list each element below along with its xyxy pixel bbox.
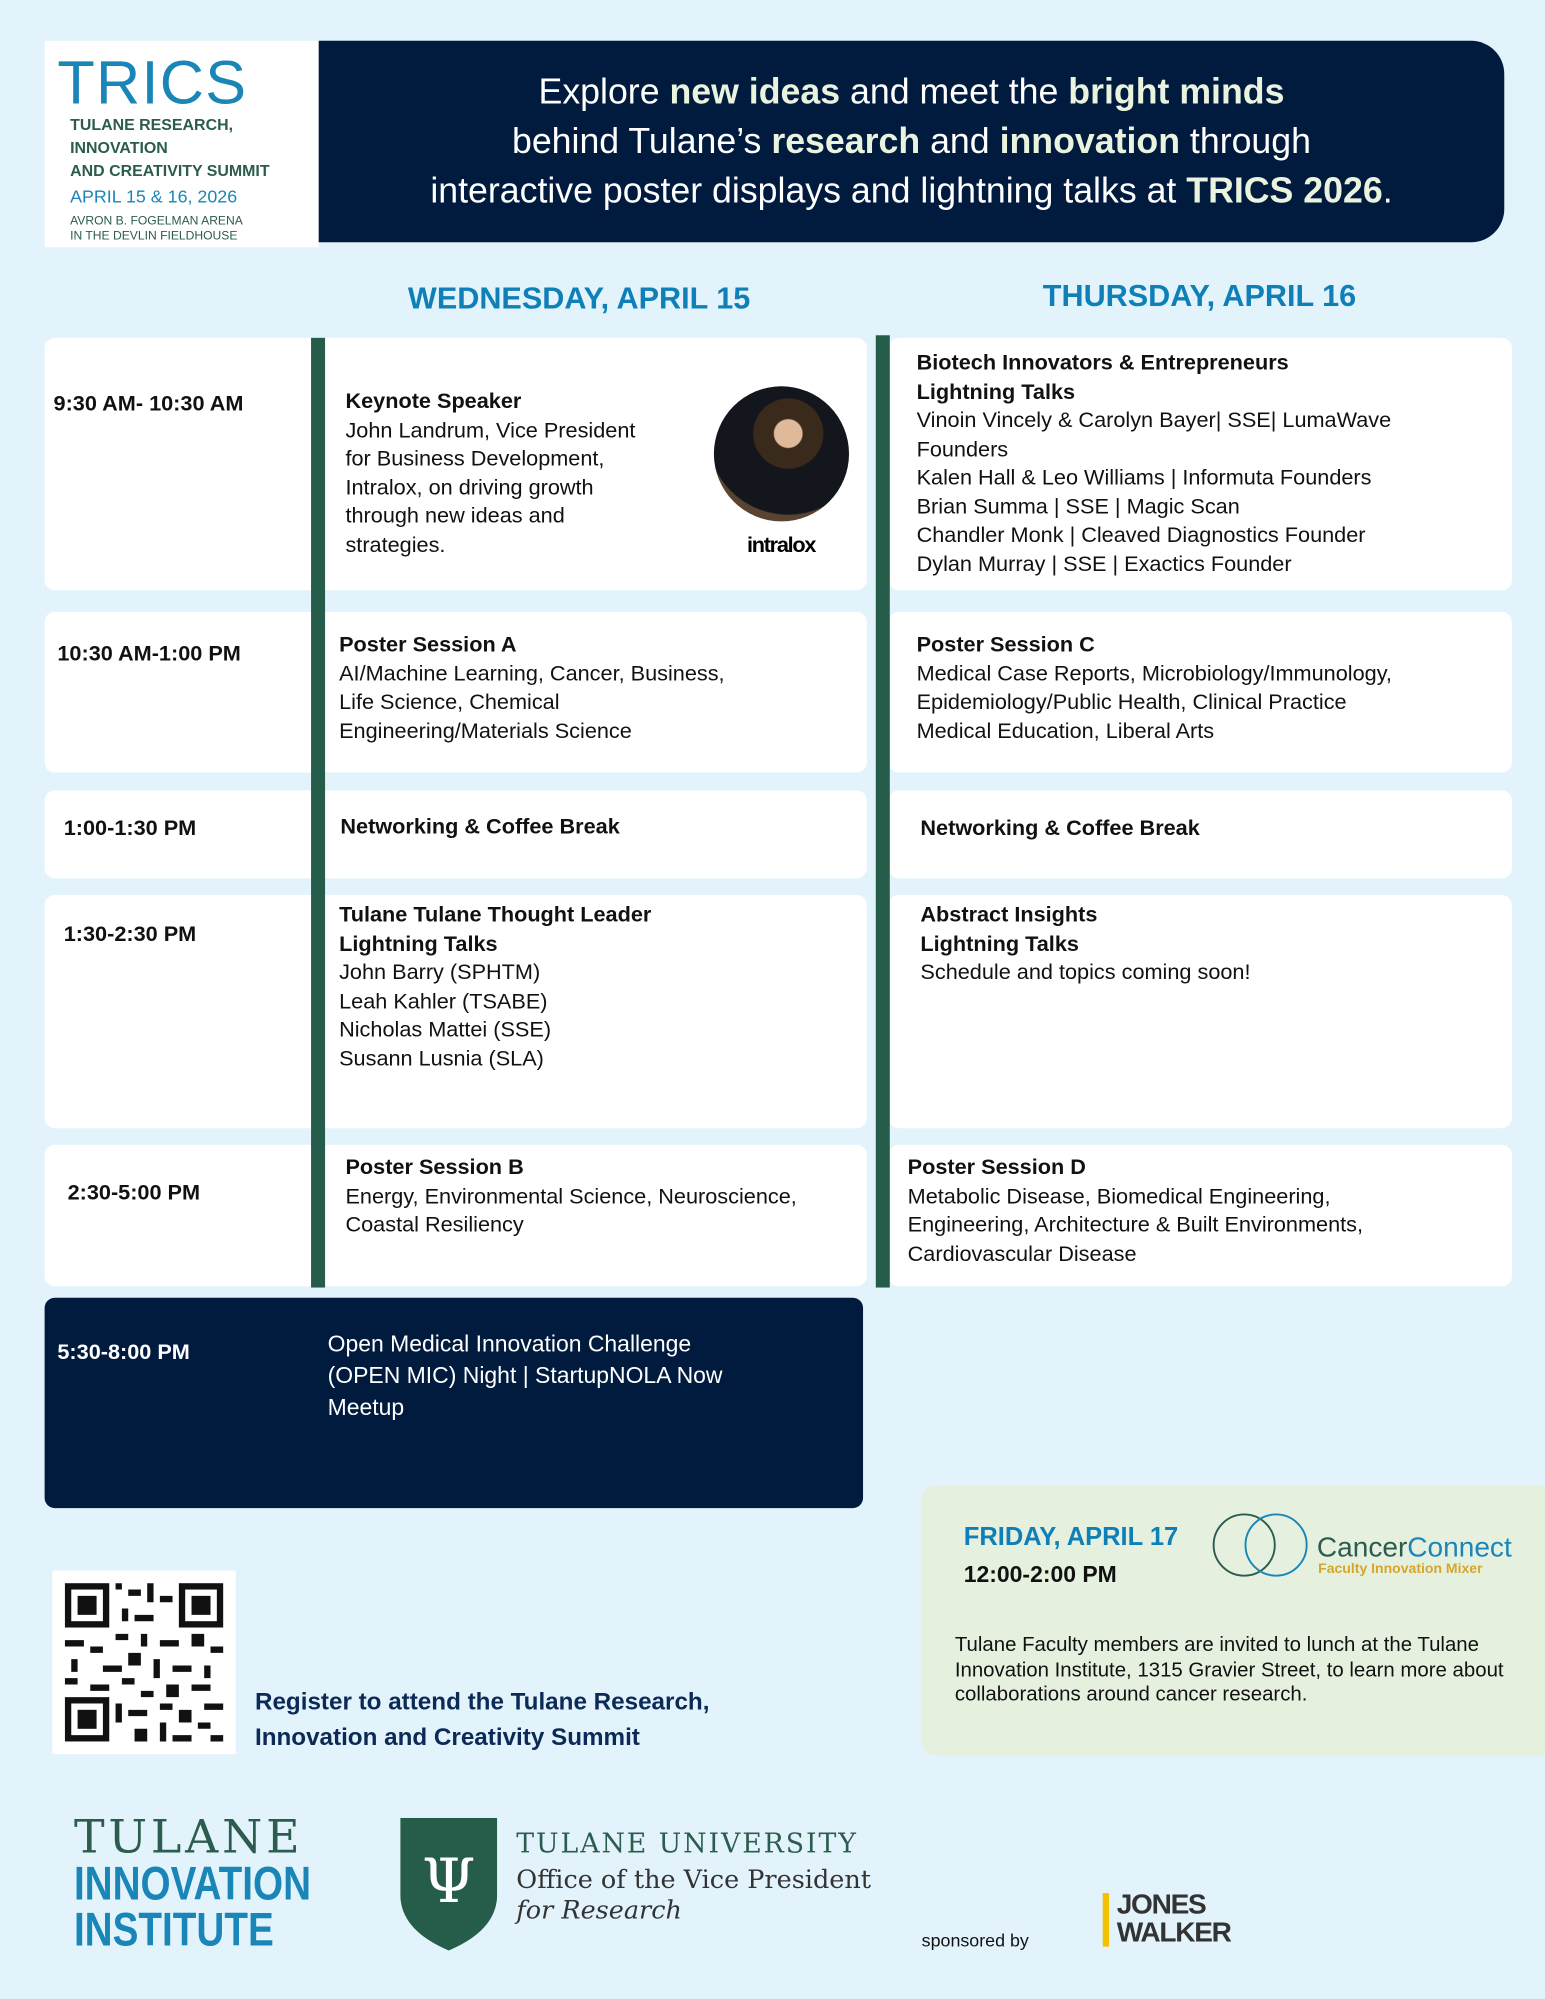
- cancer-connect-subtitle: Faculty Innovation Mixer: [1318, 1561, 1483, 1577]
- time-slot: 1:00-1:30 PM: [63, 815, 197, 841]
- cancer-connect-logo: CancerConnect: [1316, 1531, 1512, 1563]
- time-slot: 1:30-2:30 PM: [63, 921, 197, 946]
- biotech-lightning-talks: Biotech Innovators & Entrepreneurs Lightning Talks Vinoin Vincely & Carolyn Bayer| SSE| LumaWave Founders Kalen Hall & Leo Williams | Informuta Founders Brian Summa | SSE | Magic Scan Chandler Monk | Cleaved Diagnostics Founder Dylan Murray | SSE | Exactics Founder: [916, 350, 1392, 576]
- poster-session-b: Poster Session B Energy, Environmental Science, Neuroscience, Coastal Resiliency: [345, 1154, 797, 1237]
- poster-session-d: Poster Session D Metabolic Disease, Biomedical Engineering, Engineering, Architecture & Built Environments, Cardiovascular Disease: [907, 1154, 1364, 1266]
- open-mic-night: Open Medical Innovation Challenge (OPEN MIC) Night | StartupNOLA Now Meetup: [327, 1330, 723, 1421]
- coffee-break-wed: Networking & Coffee Break: [340, 814, 620, 839]
- logo-title: TRICS: [57, 49, 248, 118]
- logo-subtitle: TULANE RESEARCH, INNOVATION AND CREATIVITY SUMMIT: [70, 116, 270, 180]
- friday-event: [922, 1485, 1545, 1755]
- friday-day: FRIDAY, APRIL 17: [963, 1523, 1179, 1552]
- intralox-logo: intralox: [747, 532, 816, 558]
- abstract-insights-talks: Abstract Insights Lightning Talks Schedule and topics coming soon!: [920, 902, 1251, 985]
- divider-bar: [311, 338, 325, 1288]
- keynote-session: Keynote Speaker John Landrum, Vice President for Business Development, Intralox, on driving growth through new ideas and strategies.: [345, 388, 636, 557]
- sponsored-by-label: sponsored by: [921, 1930, 1029, 1951]
- day-heading-thursday: THURSDAY, APRIL 16: [1042, 279, 1357, 314]
- header-banner: Explore new ideas and meet the bright minds behind Tulane’s research and innovation through interactive poster displays and lightning talks at TRICS 2026.: [319, 41, 1505, 242]
- poster-session-a: Poster Session A AI/Machine Learning, Cancer, Business, Life Science, Chemical Engineering/Materials Science: [339, 632, 725, 743]
- jones-walker-logo: JONES WALKER: [1116, 1887, 1231, 1948]
- tulane-innovation-institute-logo: TULANE INNOVATION INSTITUTE: [73, 1811, 312, 1956]
- svg-text:Ψ: Ψ: [421, 1846, 476, 1918]
- thought-leader-talks: Tulane Tulane Thought Leader Lightning Talks John Barry (SPHTM) Leah Kahler (TSABE) Nicholas Mattei (SSE) Susann Lusnia (SLA): [339, 902, 652, 1071]
- trics-logo: [45, 41, 319, 248]
- friday-description: Tulane Faculty members are invited to lunch at the Tulane Innovation Institute, 1315 Gravier Street, to learn more about collaborations around cancer research.: [954, 1634, 1504, 1706]
- jones-walker-bar: [1103, 1893, 1109, 1947]
- logo-venue: AVRON B. FOGELMAN ARENA IN THE DEVLIN FIELDHOUSE: [70, 214, 243, 244]
- friday-time: 12:00-2:00 PM: [963, 1561, 1117, 1588]
- poster-session-c: Poster Session C Medical Case Reports, Microbiology/Immunology, Epidemiology/Public Health, Clinical Practice Medical Education, Liberal Arts: [916, 632, 1392, 743]
- qr-code[interactable]: [52, 1571, 236, 1755]
- cancer-connect-rings-icon: [1212, 1513, 1314, 1602]
- time-slot: 9:30 AM- 10:30 AM: [53, 391, 244, 416]
- time-slot: 10:30 AM-1:00 PM: [57, 641, 241, 666]
- register-text: Register to attend the Tulane Research, Innovation and Creativity Summit: [254, 1689, 710, 1752]
- tulane-ovpr-logo: TULANE UNIVERSITY Office of the Vice President for Research: [516, 1828, 872, 1925]
- day-heading-wednesday: WEDNESDAY, APRIL 15: [407, 281, 751, 317]
- coffee-break-thu: Networking & Coffee Break: [920, 815, 1200, 841]
- tulane-shield-icon: [400, 1818, 497, 1951]
- divider-bar: [876, 335, 890, 1287]
- time-slot: 2:30-5:00 PM: [67, 1180, 201, 1205]
- speaker-photo: [714, 386, 849, 521]
- evening-event: [45, 1298, 863, 1508]
- logo-dates: APRIL 15 & 16, 2026: [70, 186, 238, 207]
- time-slot: 5:30-8:00 PM: [57, 1339, 190, 1365]
